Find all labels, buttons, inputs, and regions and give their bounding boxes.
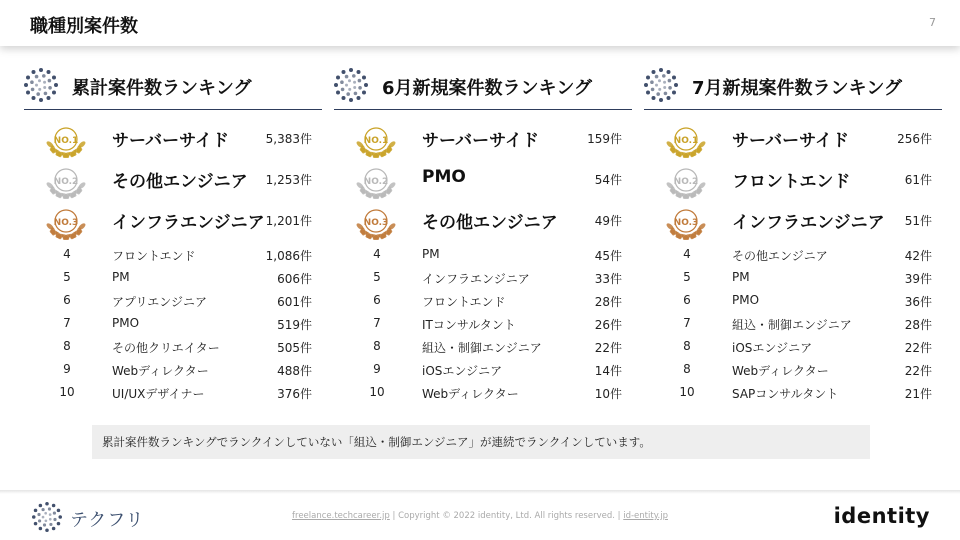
job-count: 1,086件 bbox=[265, 249, 312, 263]
job-count: 376件 bbox=[277, 387, 312, 401]
job-name: SAPコンサルタント bbox=[732, 387, 839, 401]
ranking-row bbox=[24, 335, 322, 358]
ranking-row bbox=[24, 358, 322, 381]
job-name: PM bbox=[112, 270, 130, 284]
svg-text:NO.2: NO.2 bbox=[53, 177, 79, 187]
separator: | bbox=[614, 511, 624, 521]
job-count: 1,253件 bbox=[265, 173, 312, 187]
svg-text:NO.1: NO.1 bbox=[53, 136, 79, 146]
job-count: 14件 bbox=[594, 364, 622, 378]
job-name: アプリエンジニア bbox=[112, 295, 207, 309]
ranking-row bbox=[24, 381, 322, 404]
rank-number: 6 bbox=[63, 293, 71, 307]
bronze-medal-icon bbox=[354, 201, 398, 241]
job-name: iOSエンジニア bbox=[732, 341, 813, 355]
rank-number: 7 bbox=[683, 316, 691, 330]
job-name: サーバーサイド bbox=[732, 131, 849, 151]
job-count: 28件 bbox=[594, 295, 622, 309]
page-number: 7 bbox=[929, 16, 936, 29]
ranking-row-top bbox=[24, 118, 322, 159]
job-name: その他クリエイター bbox=[112, 341, 220, 355]
rank-number: 4 bbox=[373, 247, 381, 261]
dot-circle-icon bbox=[644, 68, 678, 102]
job-count: 36件 bbox=[904, 295, 932, 309]
separator: | bbox=[389, 511, 399, 521]
job-count: 28件 bbox=[904, 318, 932, 332]
ranking-row bbox=[24, 312, 322, 335]
job-count: 22件 bbox=[904, 341, 932, 355]
job-count: 26件 bbox=[594, 318, 622, 332]
job-count: 10件 bbox=[594, 387, 622, 401]
rank-number: 10 bbox=[59, 385, 75, 399]
job-name: インフラエンジニア bbox=[732, 213, 885, 233]
job-name: ITコンサルタント bbox=[422, 318, 516, 332]
job-name: UI/UXデザイナー bbox=[112, 387, 205, 401]
dot-circle-icon bbox=[334, 68, 368, 102]
ranking-row bbox=[24, 243, 322, 266]
job-count: 22件 bbox=[594, 341, 622, 355]
footer-copyright bbox=[0, 511, 960, 521]
job-name: Webディレクター bbox=[112, 364, 209, 378]
ranking-row bbox=[644, 243, 942, 266]
rank-number: 6 bbox=[683, 293, 691, 307]
ranking-row bbox=[334, 335, 632, 358]
column-header bbox=[334, 64, 632, 110]
silver-medal-icon bbox=[664, 160, 708, 200]
ranking-row bbox=[334, 381, 632, 404]
rank-number: 4 bbox=[683, 247, 691, 261]
job-name: フロントエンド bbox=[732, 172, 851, 192]
svg-text:NO.3: NO.3 bbox=[363, 218, 389, 228]
rank-number: 8 bbox=[373, 339, 381, 353]
rank-number: 8 bbox=[683, 362, 691, 376]
job-count: 61件 bbox=[904, 173, 932, 187]
job-name: その他エンジニア bbox=[422, 213, 558, 233]
job-name: 組込・制御エンジニア bbox=[732, 318, 852, 332]
job-count: 256件 bbox=[897, 132, 932, 146]
job-name: Webディレクター bbox=[422, 387, 519, 401]
job-count: 5,383件 bbox=[265, 132, 312, 146]
ranking-row bbox=[644, 358, 942, 381]
rank-number: 5 bbox=[683, 270, 691, 284]
column-header bbox=[644, 64, 942, 110]
ranking-row bbox=[334, 289, 632, 312]
ranking-column-july bbox=[644, 64, 942, 404]
job-count: 21件 bbox=[904, 387, 932, 401]
job-count: 45件 bbox=[594, 249, 622, 263]
gold-medal-icon bbox=[44, 119, 88, 159]
column-title: 累計案件数ランキング bbox=[72, 78, 252, 99]
svg-text:NO.3: NO.3 bbox=[673, 218, 699, 228]
identity-logo: identity bbox=[833, 504, 930, 528]
ranking-row-top bbox=[644, 118, 942, 159]
bronze-medal-icon bbox=[44, 201, 88, 241]
ranking-row-top bbox=[644, 200, 942, 241]
job-name: PMO bbox=[732, 293, 760, 307]
rank-number: 9 bbox=[373, 362, 381, 376]
svg-text:NO.2: NO.2 bbox=[673, 177, 699, 187]
job-name: インフラエンジニア bbox=[112, 213, 265, 233]
job-count: 159件 bbox=[587, 132, 622, 146]
rank-number: 8 bbox=[63, 339, 71, 353]
slide-header bbox=[0, 0, 960, 46]
job-name: その他エンジニア bbox=[112, 172, 248, 192]
job-count: 606件 bbox=[277, 272, 312, 286]
techcareer-link[interactable]: freelance.techcareer.jp bbox=[292, 511, 390, 521]
ranking-column-june bbox=[334, 64, 632, 404]
column-header bbox=[24, 64, 322, 110]
ranking-row bbox=[24, 266, 322, 289]
rank-number: 10 bbox=[369, 385, 385, 399]
footer-divider bbox=[0, 490, 960, 494]
rank-number: 7 bbox=[63, 316, 71, 330]
rank-number: 7 bbox=[373, 316, 381, 330]
ranking-row bbox=[644, 289, 942, 312]
ranking-row-top bbox=[24, 159, 322, 200]
rank-number: 8 bbox=[683, 339, 691, 353]
job-count: 1,201件 bbox=[265, 214, 312, 228]
ranking-row-top bbox=[334, 200, 632, 241]
job-name: PM bbox=[732, 270, 750, 284]
job-name: インフラエンジニア bbox=[422, 272, 530, 286]
ranking-column-total bbox=[24, 64, 322, 404]
ranking-row-top bbox=[24, 200, 322, 241]
silver-medal-icon bbox=[44, 160, 88, 200]
page-title: 職種別案件数 bbox=[30, 16, 138, 37]
job-name: iOSエンジニア bbox=[422, 364, 503, 378]
svg-text:NO.3: NO.3 bbox=[53, 218, 79, 228]
job-name: フロントエンド bbox=[422, 295, 506, 309]
ranking-row-top bbox=[644, 159, 942, 200]
ranking-row bbox=[334, 243, 632, 266]
ranking-row bbox=[334, 312, 632, 335]
job-count: 33件 bbox=[594, 272, 622, 286]
job-name: 組込・制御エンジニア bbox=[422, 341, 542, 355]
job-count: 49件 bbox=[594, 214, 622, 228]
svg-text:NO.2: NO.2 bbox=[363, 177, 389, 187]
job-name: PMO bbox=[422, 167, 466, 187]
ranking-row bbox=[644, 266, 942, 289]
copyright-text: Copyright © 2022 identity, Ltd. All rights reserved. bbox=[398, 511, 615, 521]
column-title: 7月新規案件数ランキング bbox=[692, 78, 902, 99]
ranking-row bbox=[334, 358, 632, 381]
rank-number: 9 bbox=[63, 362, 71, 376]
job-name: サーバーサイド bbox=[422, 131, 539, 151]
dot-circle-icon bbox=[24, 68, 58, 102]
job-name: PM bbox=[422, 247, 440, 261]
column-title: 6月新規案件数ランキング bbox=[382, 78, 592, 99]
gold-medal-icon bbox=[664, 119, 708, 159]
job-name: その他エンジニア bbox=[732, 249, 828, 263]
rank-number: 4 bbox=[63, 247, 71, 261]
job-count: 51件 bbox=[904, 214, 932, 228]
ranking-row-top bbox=[334, 159, 632, 200]
job-count: 42件 bbox=[904, 249, 932, 263]
svg-text:NO.1: NO.1 bbox=[363, 136, 389, 146]
ranking-row bbox=[644, 335, 942, 358]
brand-left-text: テクフリ bbox=[70, 510, 145, 531]
job-name: フロントエンド bbox=[112, 249, 196, 263]
job-count: 22件 bbox=[904, 364, 932, 378]
rank-number: 10 bbox=[679, 385, 695, 399]
svg-text:NO.1: NO.1 bbox=[673, 136, 699, 146]
job-count: 601件 bbox=[277, 295, 312, 309]
summary-note: 累計案件数ランキングでランクインしていない「組込・制御エンジニア」が連続でランクインしています。 bbox=[92, 425, 870, 459]
ranking-row bbox=[644, 312, 942, 335]
job-count: 488件 bbox=[277, 364, 312, 378]
job-name: Webディレクター bbox=[732, 364, 829, 378]
gold-medal-icon bbox=[354, 119, 398, 159]
job-count: 519件 bbox=[277, 318, 312, 332]
job-count: 505件 bbox=[277, 341, 312, 355]
ranking-row-top bbox=[334, 118, 632, 159]
silver-medal-icon bbox=[354, 160, 398, 200]
job-count: 54件 bbox=[594, 173, 622, 187]
job-name: PMO bbox=[112, 316, 140, 330]
ranking-row bbox=[644, 381, 942, 404]
rank-number: 5 bbox=[63, 270, 71, 284]
ranking-row bbox=[24, 289, 322, 312]
job-name: サーバーサイド bbox=[112, 131, 229, 151]
rank-number: 5 bbox=[373, 270, 381, 284]
job-count: 39件 bbox=[904, 272, 932, 286]
identity-link[interactable]: id-entity.jp bbox=[623, 511, 668, 521]
rank-number: 6 bbox=[373, 293, 381, 307]
ranking-row bbox=[334, 266, 632, 289]
bronze-medal-icon bbox=[664, 201, 708, 241]
